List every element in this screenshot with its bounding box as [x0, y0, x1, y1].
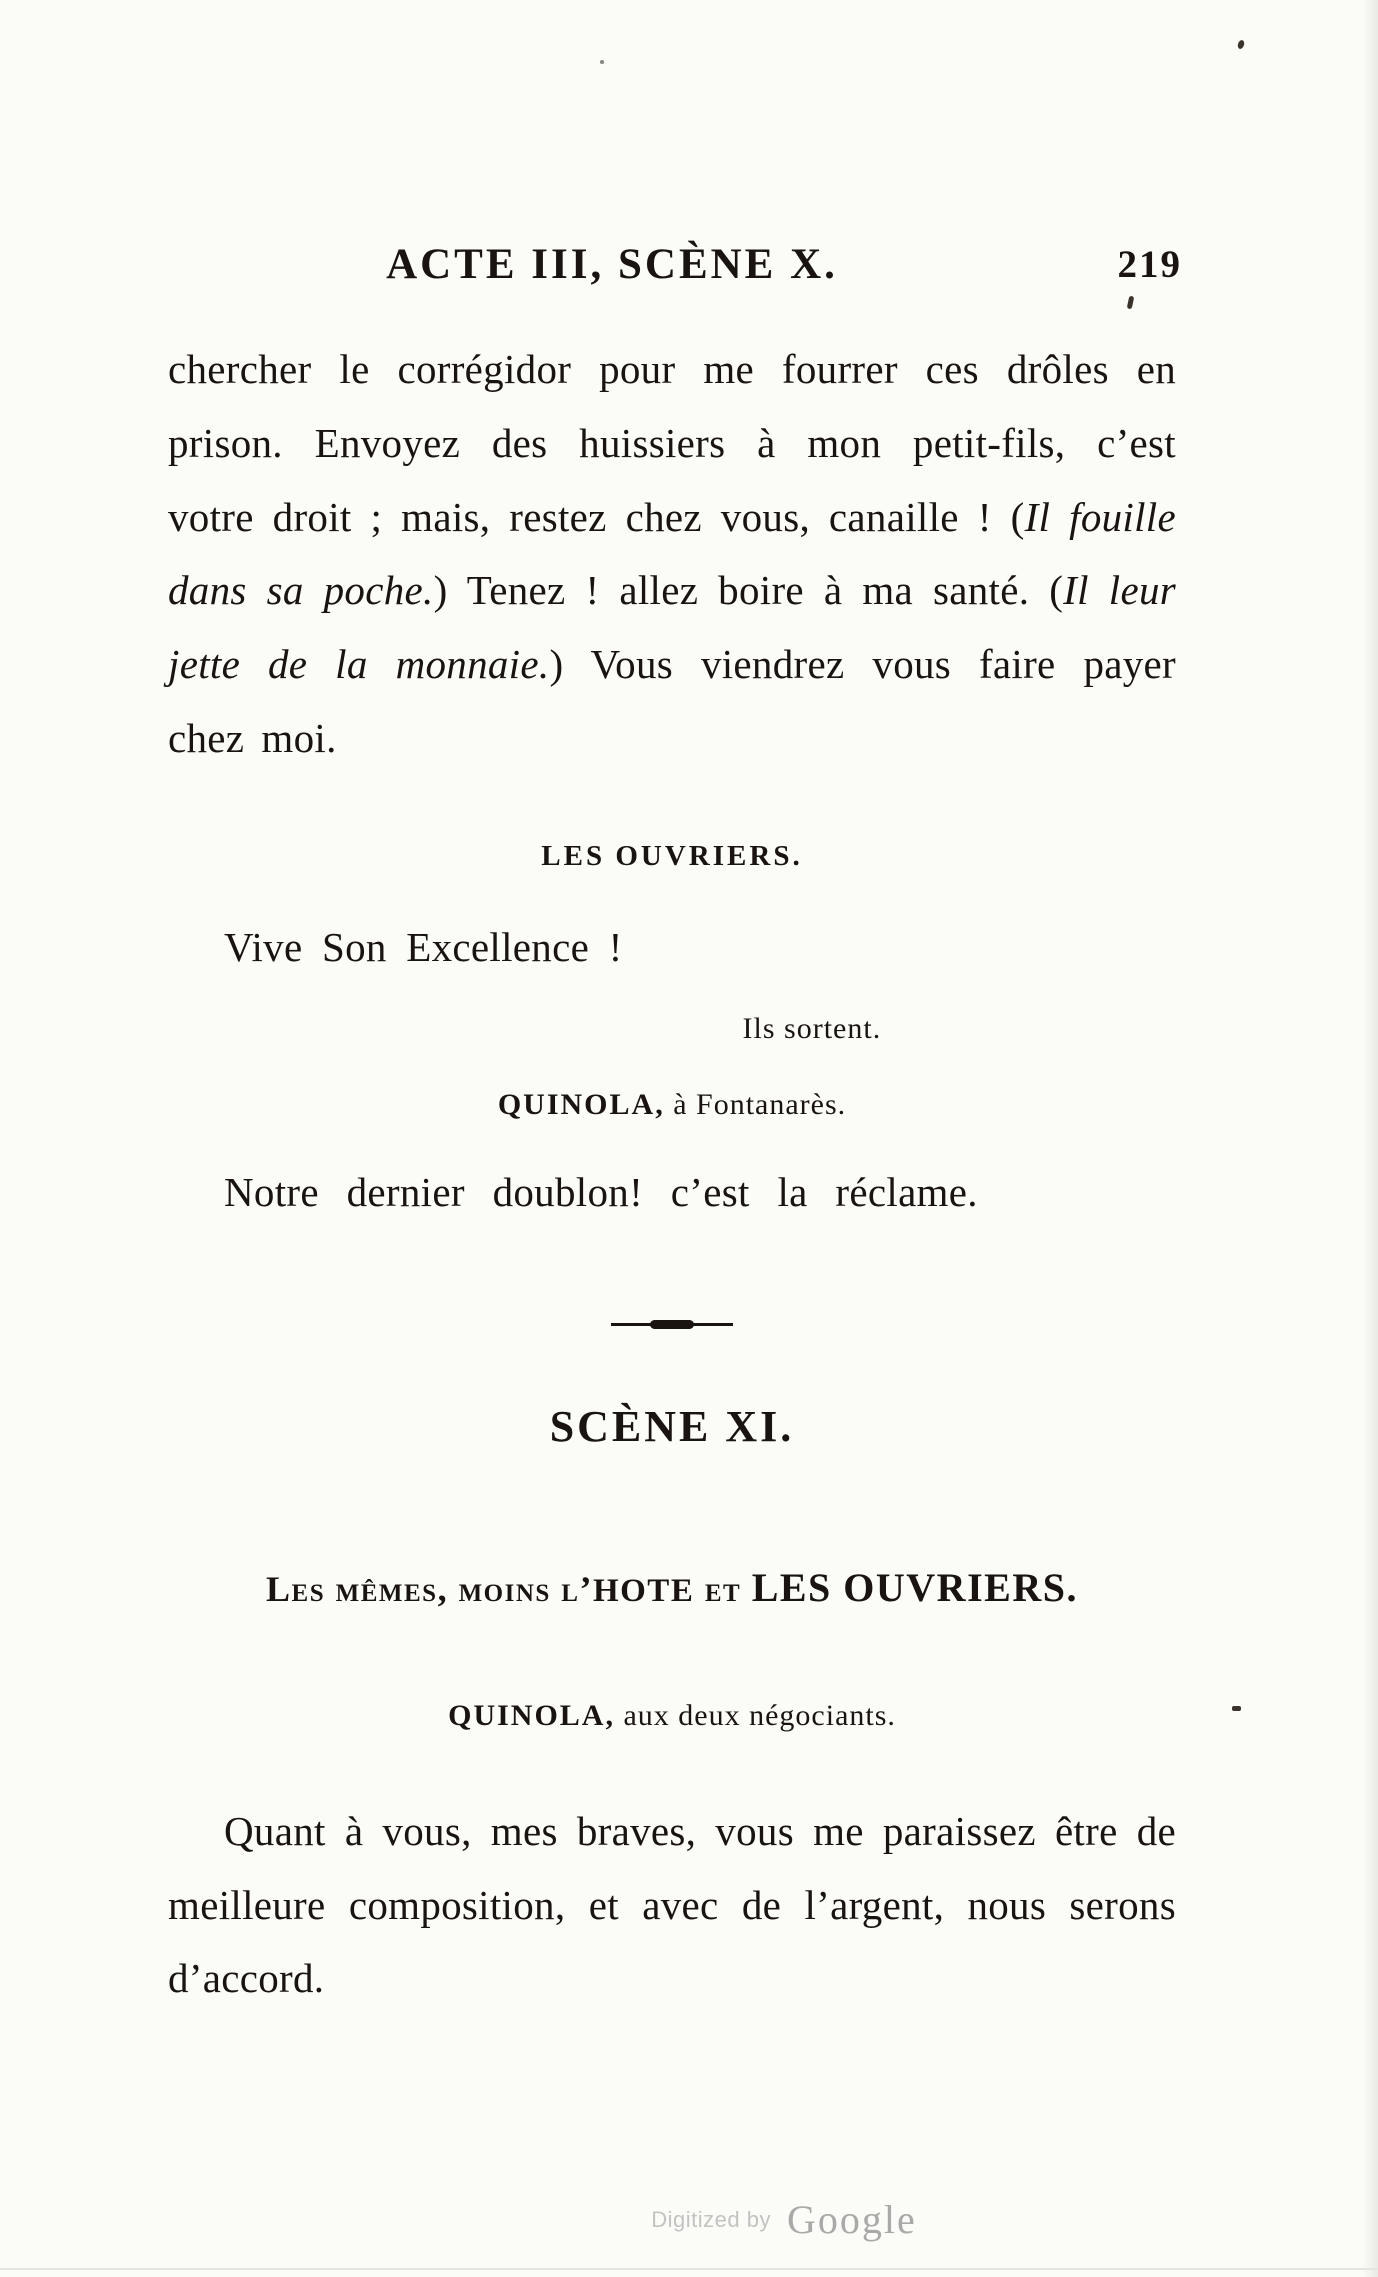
cast-segment: HOTE	[592, 1572, 695, 1609]
running-title: ACTE III, SCÈNE X.	[386, 241, 838, 288]
paragraph-segment: ) Vous viendrez vous faire payer chez moi.	[168, 641, 1176, 761]
scan-speck	[600, 60, 604, 64]
scan-footer	[0, 2196, 1378, 2243]
paragraph-segment: ) Tenez ! allez boire à ma santé. (	[433, 567, 1064, 614]
cast-segment: Les mêmes, moins l’	[266, 1568, 593, 1609]
speaker-direction: à Fontanarès.	[664, 1088, 847, 1122]
speaker-direction: aux deux négociants.	[614, 1698, 896, 1732]
stage-direction-ils-sortent: Ils sortent.	[742, 1012, 882, 1046]
page-content	[168, 240, 1182, 2016]
page-edge-shadow	[1362, 0, 1378, 2277]
cast-segment: LES OUVRIERS.	[751, 1564, 1078, 1610]
google-logo: Google	[786, 2197, 917, 2242]
paragraph-scene-x	[168, 333, 1176, 776]
speaker-quinola-fontanares	[168, 1088, 1176, 1122]
running-head	[168, 240, 1182, 289]
speaker-name: QUINOLA,	[497, 1088, 665, 1122]
speaker-name: QUINOLA,	[448, 1698, 615, 1732]
page-number: 219	[1117, 243, 1182, 286]
cast-segment: et	[694, 1568, 752, 1609]
speaker-les-ouvriers: LES OUVRIERS.	[541, 839, 803, 872]
scan-speck	[1237, 39, 1246, 50]
cast-list	[168, 1564, 1176, 1611]
digitized-by-label: Digitized by	[651, 2207, 771, 2232]
stage-direction-inline: Il fouille dans sa poche.	[168, 493, 1176, 614]
scene-xi-heading: SCÈNE XI.	[549, 1401, 795, 1451]
dialogue-les-ouvriers: Vive Son Excellence !	[224, 923, 623, 970]
paragraph-segment: chercher le corrégidor pour me fourrer ces drôles en prison. Envoyez des huissiers à mon petit-fils, c’est votre droit ; mais, restez chez vous, canaille ! (	[168, 346, 1176, 540]
divider-ornament	[650, 1320, 694, 1329]
speaker-quinola-negociants	[168, 1699, 1176, 1733]
section-divider	[611, 1320, 733, 1329]
scan-speck	[1232, 1706, 1241, 1711]
dialogue-quinola: Notre dernier doublon! c’est la réclame.	[224, 1169, 978, 1216]
page-edge-line	[0, 2268, 1378, 2270]
stage-direction-inline: Il leur jette de la monnaie.	[168, 567, 1176, 688]
paragraph-scene-xi: Quant à vous, mes braves, vous me paraissez être de meilleure composition, et avec de l’argent, nous serons d’accord.	[168, 1807, 1176, 2002]
